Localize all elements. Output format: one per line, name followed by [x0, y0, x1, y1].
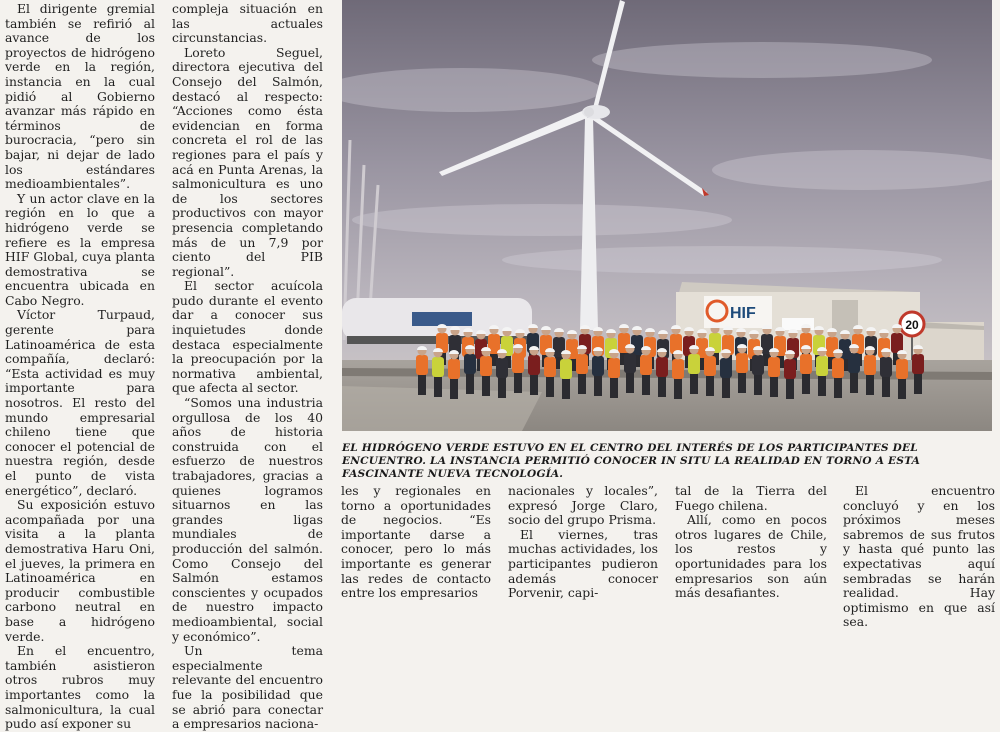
paragraph: tal de la Tierra del Fuego chilena.	[675, 483, 827, 513]
photo-caption: EL HIDRÓGENO VERDE ESTUVO EN EL CENTRO DEL INTERÉS DE LOS PARTICIPANTES DEL ENCUENTRO. LA INSTANCIA PERMITIÓ CONOCER IN SITU LA REALIDAD EN TORNO A ESTA FASCINANTE NUEVA TECNOLOGÍA.	[342, 442, 921, 480]
paragraph: Su exposición estuvo acompañada por una visita a la planta demostrativa Haru Oni, el jueves, la primera en Latinoamérica en producir combustible carbono neutral en base a hidrógeno verde.	[5, 497, 155, 644]
article-column-1	[5, 2, 155, 732]
building-logo: HIF	[730, 305, 756, 322]
paragraph: Víctor Turpaud, gerente para Latinoamérica de esta compañía, declaró: “Esta actividad es muy importante para nosotros. El resto del mundo empresarial chileno tiene que conocer el potencial de nuestra región, desde el punto de vista energético”, declaró.	[5, 307, 155, 498]
news-photo	[342, 0, 992, 431]
paragraph: El dirigente gremial también se refirió al avance de los proyectos de hidrógeno verde en la región, instancia en la cual pidió al Gobierno avanzar más rápido en términos de burocracia, “pero sin bajar, ni dejar de lado los estándares medioambientales”.	[5, 1, 155, 192]
article-column-2	[172, 2, 323, 732]
paragraph: les y regionales en torno a oportunidades de negocios. “Es importante darse a conocer, pero lo más importante es generar las redes de contacto entre los empresarios	[341, 483, 491, 601]
paragraph: compleja situación en las actuales circunstancias.	[172, 1, 323, 46]
paragraph: Loreto Seguel, directora ejecutiva del Consejo del Salmón, destacó al respecto: “Acciones como ésta evidencian en forma concreta el rol de las regiones para el país y acá en Punta Arenas, la salmonicultura es uno de los sectores productivos con mayor presencia completando más de un 7,9 por ciento del PIB regional”.	[172, 44, 323, 279]
article-column-4	[508, 484, 658, 601]
paragraph: En el encuentro, también asistieron otros rubros muy importantes como la salmonicultura, la cual pudo así exponer su	[5, 643, 155, 732]
paragraph: El encuentro concluyó y en los próximos meses sabremos de sus frutos y hasta qué punto las expectativas aquí sembradas se harán realidad. Hay optimismo en que así sea.	[843, 483, 995, 630]
paragraph: nacionales y locales”, expresó Jorge Claro, socio del grupo Prisma.	[508, 483, 658, 528]
article-column-6	[843, 484, 995, 630]
svg-text:20: 20	[905, 318, 919, 332]
paragraph: Y un actor clave en la región en lo que a hidrógeno verde se refiere es la empresa HIF Global, cuya planta demostrativa se encuentra ubicada en Cabo Negro.	[5, 190, 155, 308]
article-column-5	[675, 484, 827, 601]
paragraph: “Somos una industria orgullosa de los 40 años de historia construida con el esfuerzo de nuestros trabajadores, gracias a quienes logramos situarnos en las grandes ligas mundiales de producción del salmón. Como Consejo del Salmón estamos conscientes y ocupados de nuestro impacto medioambiental, social y económico”.	[172, 395, 323, 644]
paragraph: El sector acuícola pudo durante el evento dar a conocer sus inquietudes donde destaca especialmente la preocupación por la normativa ambiental, que afecta al sector.	[172, 278, 323, 396]
paragraph: Un tema especialmente relevante del encuentro fue la posibilidad que se abrió para conectar a empresarios naciona-	[172, 643, 323, 732]
paragraph: El viernes, tras muchas actividades, los participantes pudieron además conocer Porvenir, capi-	[508, 526, 658, 601]
paragraph: Allí, como en pocos otros lugares de Chile, los restos y oportunidades para los empresarios son aún más desafiantes.	[675, 512, 827, 601]
article-column-3	[341, 484, 491, 601]
